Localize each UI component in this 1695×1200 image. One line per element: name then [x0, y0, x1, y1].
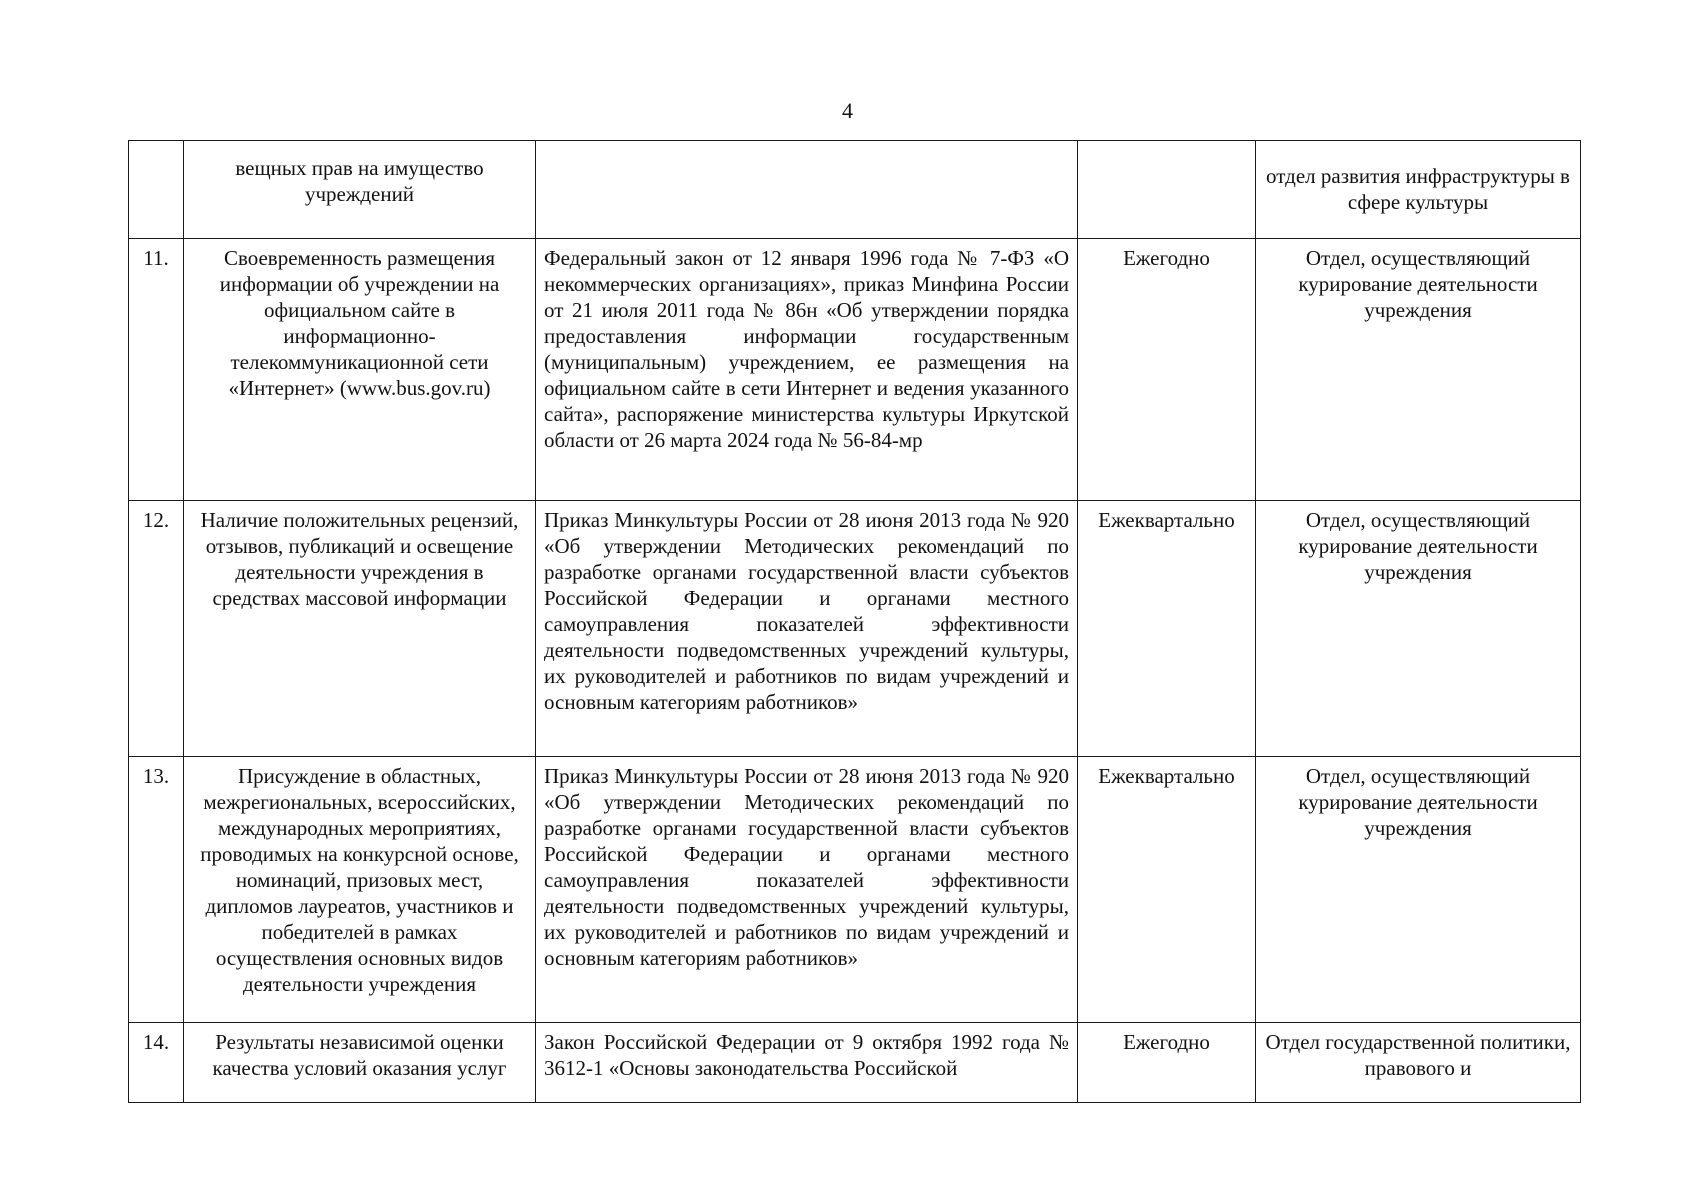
legal-basis: Закон Российской Федерации от 9 октября 1992 года № 3612-1 «Основы законодательства Российской: [536, 1023, 1078, 1103]
responsible-department: Отдел государственной политики, правового и: [1256, 1023, 1581, 1103]
table-row: [129, 501, 1581, 757]
indicators-table: [128, 140, 1581, 1103]
table-row: [129, 1023, 1581, 1103]
page-number: 4: [842, 98, 853, 123]
indicator-name: вещных прав на имущество учреждений: [184, 141, 536, 239]
frequency: Ежеквартально: [1078, 757, 1256, 1023]
row-number: 11.: [129, 239, 184, 501]
table-row: [129, 239, 1581, 501]
indicator-name: Наличие положительных рецензий, отзывов, публикаций и освещение деятельности учреждения в средствах массовой информации: [184, 501, 536, 757]
row-number: 12.: [129, 501, 184, 757]
table-row: [129, 757, 1581, 1023]
row-number: 14.: [129, 1023, 184, 1103]
row-number: [129, 141, 184, 239]
row-number: 13.: [129, 757, 184, 1023]
legal-basis: [536, 141, 1078, 239]
indicator-name: Своевременность размещения информации об учреждении на официальном сайте в информационно-телекоммуникационной сети «Интернет» (www.bus.gov.ru): [184, 239, 536, 501]
indicator-name: Присуждение в областных, межрегиональных, всероссийских, международных мероприятиях, проводимых на конкурсной основе, номинаций, призовых мест, дипломов лауреатов, участников и победителей в рамках осуществления основных видов деятельности учреждения: [184, 757, 536, 1023]
frequency: [1078, 141, 1256, 239]
frequency: Ежегодно: [1078, 1023, 1256, 1103]
legal-basis: Федеральный закон от 12 января 1996 года № 7-ФЗ «О некоммерческих организациях», приказ Минфина России от 21 июля 2011 года № 86н «Об утверждении порядка предоставления информации государственным (муниципальным) учреждением, ее размещения на официальном сайте в сети Интернет и ведения указанного сайта», распоряжение министерства культуры Иркутской области от 26 марта 2024 года № 56-84-мр: [536, 239, 1078, 501]
table-row: [129, 141, 1581, 239]
responsible-department: отдел развития инфраструктуры в сфере культуры: [1256, 141, 1581, 239]
responsible-department: Отдел, осуществляющий курирование деятельности учреждения: [1256, 501, 1581, 757]
responsible-department: Отдел, осуществляющий курирование деятельности учреждения: [1256, 239, 1581, 501]
legal-basis: Приказ Минкультуры России от 28 июня 2013 года № 920 «Об утверждении Методических рекомендаций по разработке органами государственной власти субъектов Российской Федерации и органами местного самоуправления показателей эффективности деятельности подведомственных учреждений культуры, их руководителей и работников по видам учреждений и основным категориям работников»: [536, 501, 1078, 757]
frequency: Ежеквартально: [1078, 501, 1256, 757]
frequency: Ежегодно: [1078, 239, 1256, 501]
legal-basis: Приказ Минкультуры России от 28 июня 2013 года № 920 «Об утверждении Методических рекомендаций по разработке органами государственной власти субъектов Российской Федерации и органами местного самоуправления показателей эффективности деятельности подведомственных учреждений культуры, их руководителей и работников по видам учреждений и основным категориям работников»: [536, 757, 1078, 1023]
responsible-department: Отдел, осуществляющий курирование деятельности учреждения: [1256, 757, 1581, 1023]
indicator-name: Результаты независимой оценки качества условий оказания услуг: [184, 1023, 536, 1103]
